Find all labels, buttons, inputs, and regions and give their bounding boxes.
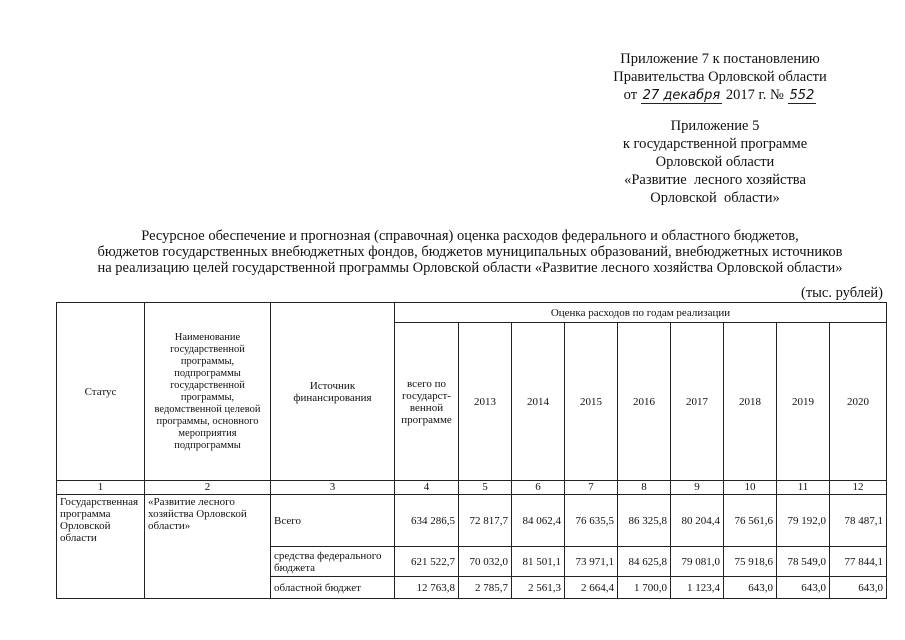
value-cell: 12 763,8 (395, 577, 459, 599)
value-cell: 70 032,0 (459, 547, 512, 577)
value-cell: 634 286,5 (395, 495, 459, 547)
date-prefix: от (623, 87, 638, 103)
column-index: 1 (57, 481, 145, 495)
header-source: Источник финансирования (271, 303, 395, 481)
header-year: 2015 (565, 323, 618, 481)
value-cell: 72 817,7 (459, 495, 512, 547)
header-total: всего по государст-венной программе (395, 323, 459, 481)
value-cell: 78 549,0 (777, 547, 830, 577)
appendix-7-block (560, 50, 880, 105)
table-row (57, 495, 887, 547)
value-cell: 643,0 (724, 577, 777, 599)
value-cell: 1 123,4 (671, 577, 724, 599)
header-year: 2019 (777, 323, 830, 481)
value-cell: 78 487,1 (830, 495, 887, 547)
column-index-row (57, 481, 887, 495)
column-index: 8 (618, 481, 671, 495)
value-cell: 79 192,0 (777, 495, 830, 547)
value-cell: 76 635,5 (565, 495, 618, 547)
date-year: 2017 г. № (725, 87, 784, 103)
column-index: 5 (459, 481, 512, 495)
header-year: 2020 (830, 323, 887, 481)
header-year: 2016 (618, 323, 671, 481)
value-cell: 80 204,4 (671, 495, 724, 547)
value-cell: 81 501,1 (512, 547, 565, 577)
column-index: 7 (565, 481, 618, 495)
header-name: Наименование государственной программы, подпрограммы государственной программы, ведомственной целевой программы, основного мероприятия подпрограммы (145, 303, 271, 481)
appendix-5-line4: «Развитие лесного хозяйства (624, 172, 806, 188)
handwritten-number: 552 (789, 88, 815, 103)
header-year: 2017 (671, 323, 724, 481)
value-cell: 84 625,8 (618, 547, 671, 577)
appendix-5-line5: Орловской области» (650, 190, 780, 206)
header-year: 2014 (512, 323, 565, 481)
column-index: 4 (395, 481, 459, 495)
value-cell: 2 785,7 (459, 577, 512, 599)
column-index: 9 (671, 481, 724, 495)
column-index: 3 (271, 481, 395, 495)
value-cell: 77 844,1 (830, 547, 887, 577)
header-status: Статус (57, 303, 145, 481)
column-index: 2 (145, 481, 271, 495)
value-cell: 1 700,0 (618, 577, 671, 599)
appendix-7-line1: Приложение 7 к постановлению (620, 51, 820, 67)
value-cell: 2 561,3 (512, 577, 565, 599)
units-label: (тыс. рублей) (801, 285, 883, 301)
column-index: 12 (830, 481, 887, 495)
header-year: 2013 (459, 323, 512, 481)
heading-line2: бюджетов государственных внебюджетных фондов, бюджетов муниципальных образований, внебюджетных источников (97, 244, 843, 260)
value-cell: 643,0 (777, 577, 830, 599)
column-index: 11 (777, 481, 830, 495)
source-cell: областной бюджет (271, 577, 395, 599)
appendix-7-date-line (560, 86, 880, 105)
document-heading (60, 228, 880, 276)
value-cell: 75 918,6 (724, 547, 777, 577)
header-estimate: Оценка расходов по годам реализации (395, 303, 887, 323)
appendix-5-block (575, 117, 855, 207)
appendix-5-line3: Орловской области (655, 154, 775, 170)
appendix-5-line1: Приложение 5 (670, 118, 760, 134)
value-cell: 621 522,7 (395, 547, 459, 577)
value-cell: 79 081,0 (671, 547, 724, 577)
value-cell: 84 062,4 (512, 495, 565, 547)
value-cell: 2 664,4 (565, 577, 618, 599)
status-cell: Государственная программа Орловской области (57, 495, 145, 599)
program-cell: «Развитие лесного хозяйства Орловской области» (145, 495, 271, 599)
appendix-5-line2: к государственной программе (622, 136, 808, 152)
source-cell: средства федерального бюджета (271, 547, 395, 577)
column-index: 10 (724, 481, 777, 495)
value-cell: 76 561,6 (724, 495, 777, 547)
value-cell: 86 325,8 (618, 495, 671, 547)
header-year: 2018 (724, 323, 777, 481)
heading-line3: на реализацию целей государственной программы Орловской области «Развитие лесного хозяйства Орловской области» (97, 260, 843, 276)
handwritten-date: 27 декабря (642, 88, 721, 103)
budget-table (56, 302, 887, 599)
source-cell: Всего (271, 495, 395, 547)
value-cell: 643,0 (830, 577, 887, 599)
column-index: 6 (512, 481, 565, 495)
header-row-1 (57, 303, 887, 323)
heading-line1: Ресурсное обеспечение и прогнозная (справочная) оценка расходов федерального и областного бюджетов, (141, 228, 799, 244)
appendix-7-line2: Правительства Орловской области (613, 69, 827, 85)
value-cell: 73 971,1 (565, 547, 618, 577)
